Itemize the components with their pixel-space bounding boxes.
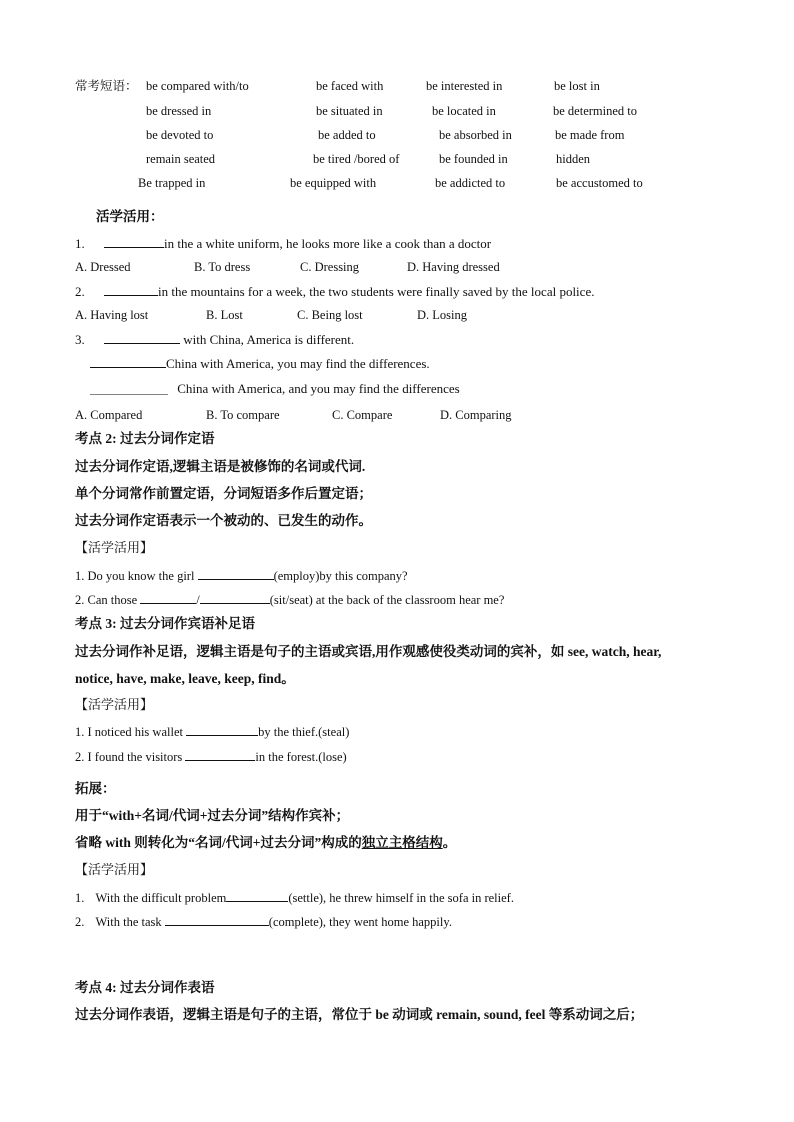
option-a: A. Having lost xyxy=(75,308,149,322)
option-b: B. To dress xyxy=(194,260,251,274)
rule-text: 过去分词作补足语，逻辑主语是句子的主语或宾语,用作观感使役类动词的宾补，如 see, watch, hear, xyxy=(75,644,662,659)
rule-text: 过去分词作定语表示一个被动的、已发生的动作。 xyxy=(75,513,372,528)
phrases-label: 常考短语： xyxy=(75,79,138,93)
question-2 xyxy=(75,283,594,300)
rule-text: 过去分词作表语，逻辑主语是句子的主语，常位于 be 动词或 remain, sound, feel 等系动词之后； xyxy=(75,1007,644,1022)
phrase-item: be dressed in xyxy=(146,104,212,118)
exercise-text: (sit/seat) at the back of the classroom hear me? xyxy=(269,593,505,607)
phrase-item: be faced with xyxy=(316,79,384,93)
phrase-item: be located in xyxy=(432,104,496,118)
exercise-2 xyxy=(75,913,452,930)
answer-blank[interactable] xyxy=(104,235,164,248)
option-c: C. Compare xyxy=(332,408,393,422)
question-text: China with America, you may find the differences. xyxy=(166,356,430,371)
exercise-2 xyxy=(75,591,504,608)
section-title-point-3: 考点 3: 过去分词作宾语补足语 xyxy=(75,616,255,631)
question-number: 1. xyxy=(75,236,85,251)
phrase-item: be situated in xyxy=(316,104,383,118)
question-3-line-2 xyxy=(90,355,430,372)
phrase-item: be added to xyxy=(318,128,376,142)
exercise-text: 2. I found the visitors xyxy=(75,750,186,764)
exercise-text: With the task xyxy=(95,915,165,929)
question-3-line-3 xyxy=(90,381,460,397)
exercise-text: (employ)by this company? xyxy=(273,569,408,583)
answer-blank[interactable] xyxy=(226,889,288,902)
rule-text: 用于“with+名词/代词+过去分词”结构作宾补； xyxy=(75,808,350,823)
exercise-text: (complete), they went home happily. xyxy=(268,915,452,929)
practice-label: 【活学活用】 xyxy=(75,540,154,555)
exercise-text: (settle), he threw himself in the sofa in relief. xyxy=(288,891,514,905)
question-text: in the a white uniform, he looks more like a cook than a doctor xyxy=(164,236,492,251)
exercise-number: 1. xyxy=(75,891,85,905)
option-c: C. Being lost xyxy=(297,308,363,322)
phrase-item: be compared with/to xyxy=(146,79,249,93)
rule-text-part: 省略 with 则转化为“名词/代词+过去分词”构成的 xyxy=(75,835,362,850)
rule-text xyxy=(75,835,456,851)
answer-blank[interactable] xyxy=(104,331,180,344)
phrase-item: be addicted to xyxy=(435,176,506,190)
phrase-item: hidden xyxy=(556,152,591,166)
section-title-point-4: 考点 4: 过去分词作表语 xyxy=(75,980,215,995)
answer-blank[interactable] xyxy=(165,913,269,926)
practice-heading: 活学活用： xyxy=(96,209,164,224)
phrase-item: be absorbed in xyxy=(439,128,512,142)
rule-text: notice, have, make, leave, keep, find。 xyxy=(75,671,295,686)
answer-blank[interactable] xyxy=(185,748,255,761)
exercise-text: in the forest.(lose) xyxy=(255,750,347,764)
practice-label: 【活学活用】 xyxy=(75,862,154,877)
exercise-text: by the thief.(steal) xyxy=(258,725,350,739)
phrase-item: be devoted to xyxy=(146,128,214,142)
rule-text-part: 。 xyxy=(442,835,457,850)
phrase-item: be interested in xyxy=(426,79,503,93)
exercise-1 xyxy=(75,567,408,584)
rule-text: 过去分词作定语,逻辑主语是被修饰的名词或代词. xyxy=(75,459,366,474)
option-d: D. Losing xyxy=(417,308,467,322)
rule-text: 单个分词常作前置定语，分词短语多作后置定语； xyxy=(75,486,372,501)
practice-label: 【活学活用】 xyxy=(75,697,154,712)
exercise-1 xyxy=(75,723,349,740)
answer-blank[interactable] xyxy=(200,591,270,604)
question-3 xyxy=(75,331,354,348)
answer-blank[interactable] xyxy=(90,355,166,368)
phrase-item: be made from xyxy=(555,128,625,142)
option-d: D. Having dressed xyxy=(407,260,500,274)
option-a: A. Dressed xyxy=(75,260,131,274)
answer-blank[interactable] xyxy=(186,723,258,736)
exercise-text: 1. Do you know the girl xyxy=(75,569,198,583)
answer-blank[interactable]: ＿＿＿＿＿＿ xyxy=(90,381,169,396)
phrase-item: be accustomed to xyxy=(556,176,643,190)
question-1 xyxy=(75,235,491,252)
exercise-number: 2. xyxy=(75,915,85,929)
question-number: 3. xyxy=(75,332,85,347)
question-text: China with America, and you may find the differences xyxy=(177,381,460,396)
phrase-item: be equipped with xyxy=(290,176,377,190)
question-text: in the mountains for a week, the two students were finally saved by the local police. xyxy=(158,284,595,299)
answer-blank[interactable] xyxy=(104,283,158,296)
option-b: B. To compare xyxy=(206,408,280,422)
slash: / xyxy=(196,593,200,607)
section-title-point-2: 考点 2: 过去分词作定语 xyxy=(75,431,215,446)
phrase-item: remain seated xyxy=(146,152,216,166)
exercise-2 xyxy=(75,748,347,765)
question-text: with China, America is different. xyxy=(183,332,355,347)
phrase-item: be tired /bored of xyxy=(313,152,400,166)
phrase-item: be lost in xyxy=(554,79,600,93)
exercise-text: With the difficult problem xyxy=(95,891,227,905)
section-title-extension: 拓展： xyxy=(75,781,116,796)
question-number: 2. xyxy=(75,284,85,299)
option-a: A. Compared xyxy=(75,408,143,422)
phrase-item: be determined to xyxy=(553,104,637,118)
exercise-1 xyxy=(75,889,514,906)
exercise-text: 2. Can those xyxy=(75,593,141,607)
option-d: D. Comparing xyxy=(440,408,512,422)
option-b: B. Lost xyxy=(206,308,243,322)
answer-blank[interactable] xyxy=(198,567,274,580)
answer-blank[interactable] xyxy=(140,591,196,604)
phrase-item: be founded in xyxy=(439,152,508,166)
phrase-item: Be trapped in xyxy=(138,176,206,190)
option-c: C. Dressing xyxy=(300,260,360,274)
rule-text-underlined: 独立主格结构 xyxy=(361,835,443,850)
exercise-text: 1. I noticed his wallet xyxy=(75,725,187,739)
